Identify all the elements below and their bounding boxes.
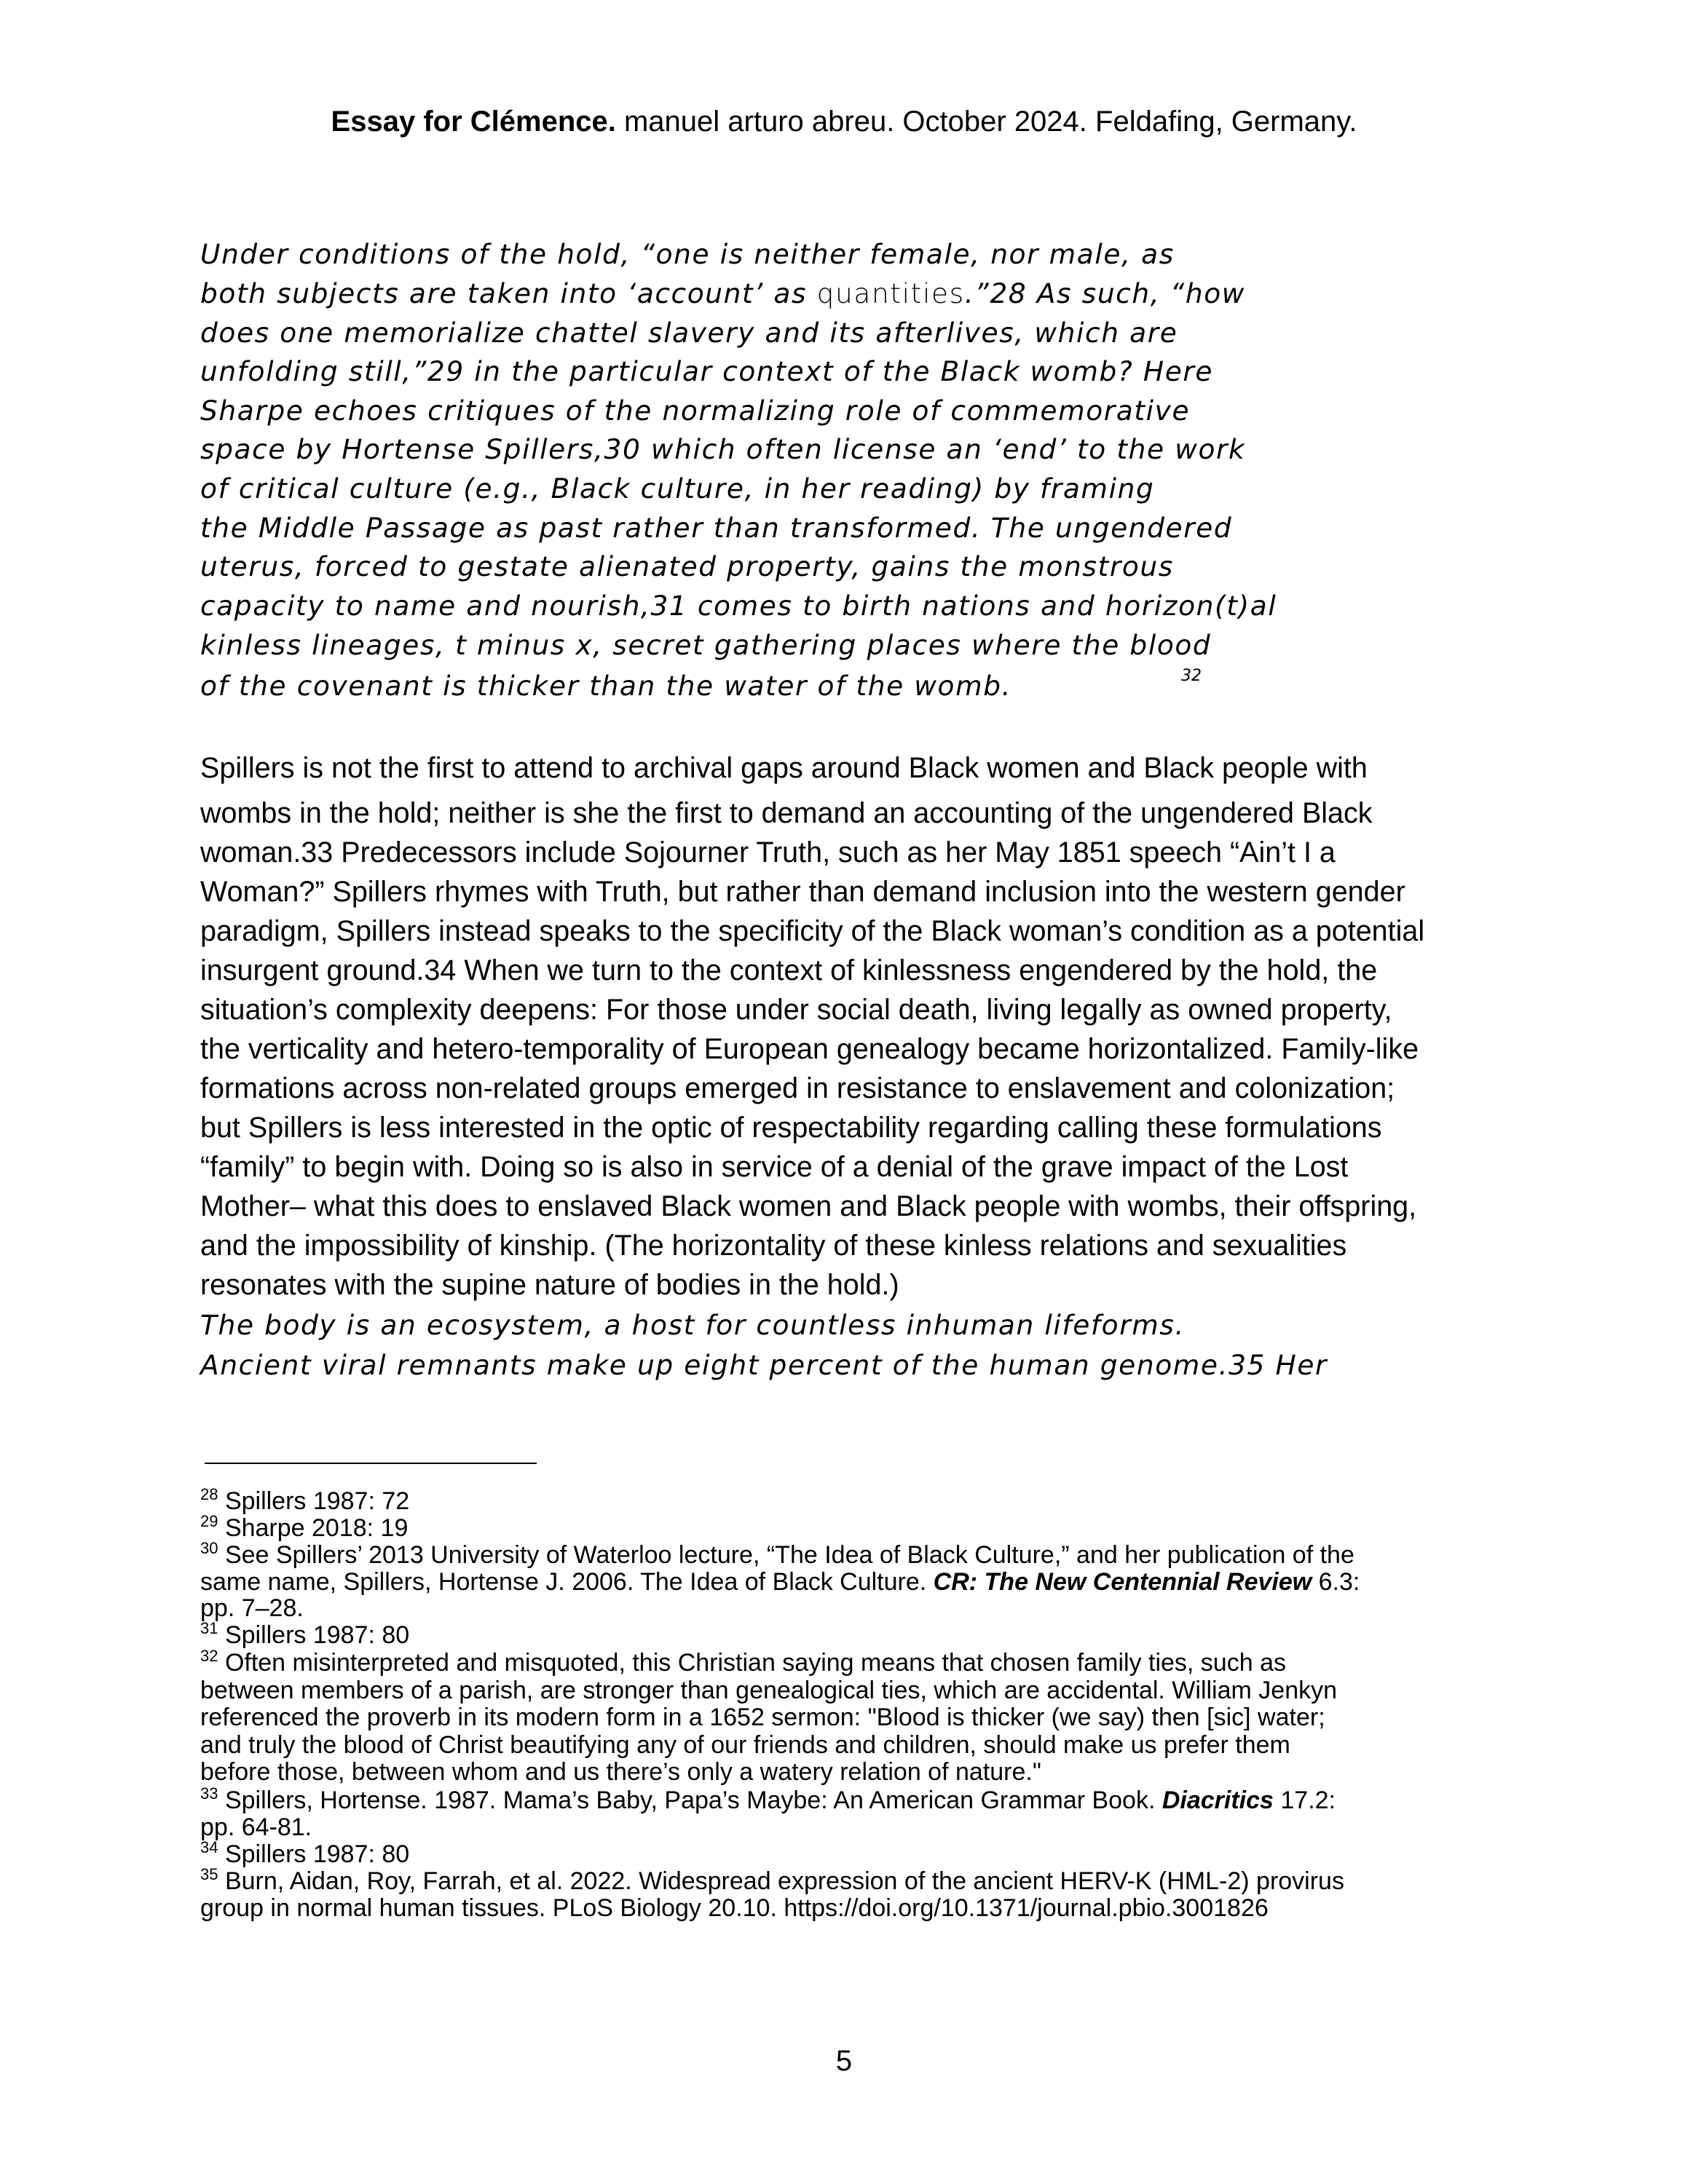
- body-line: “family” to begin with. Doing so is also in service of a denial of the grave impact of the Lost: [200, 1151, 1349, 1183]
- continuation-line: The body is an ecosystem, a host for countless inhuman lifeforms.: [200, 1309, 1186, 1341]
- footnote-number: 34: [200, 1838, 218, 1856]
- footnote-ref-32[interactable]: 32: [1181, 667, 1202, 685]
- footnote-30-cont: same name, Spillers, Hortense J. 2006. The Idea of Black Culture. CR: The New Centennial Review 6.3:: [200, 1568, 1360, 1596]
- body-line: but Spillers is less interested in the optic of respectability regarding calling these formulations: [200, 1112, 1382, 1144]
- epigraph-line: Under conditions of the hold, “one is neither female, nor male, as: [200, 238, 1175, 270]
- epigraph-line: Sharpe echoes critiques of the normalizing role of commemorative: [200, 395, 1191, 427]
- epigraph-line: unfolding still,”29 in the particular context of the Black womb? Here: [200, 355, 1214, 387]
- footnote-32-cont: between members of a parish, are stronger than genealogical ties, which are accidental. William Jenkyn: [200, 1677, 1338, 1704]
- footnote-33: $^{33}$ Spillers, Hortense. 1987. Mama’s Baby, Papa’s Maybe: An American Grammar Book. Diacritics 17.2:: [200, 1784, 1336, 1814]
- body-line: woman.33 Predecessors include Sojourner Truth, such as her May 1851 speech “Ain’t I a: [200, 836, 1336, 869]
- footnote-31: $^{31}$ Spillers 1987: 80: [200, 1619, 410, 1649]
- body-line: insurgent ground.34 When we turn to the context of kinlessness engendered by the hold, the: [200, 954, 1378, 986]
- footnote-30-cont: pp. 7–28.: [200, 1594, 304, 1622]
- body-line: the verticality and hetero-temporality of European genealogy became horizontalized. Family-like: [200, 1033, 1419, 1065]
- epigraph-line: of critical culture (e.g., Black culture, in her reading) by framing: [200, 472, 1155, 505]
- footnote-35-cont[interactable]: group in normal human tissues. PLoS Biology 20.10. https://doi.org/10.1371/journal.pbio.3001826: [200, 1894, 1269, 1922]
- page-header: [0, 107, 1688, 136]
- footnote-separator: [205, 1463, 537, 1464]
- epigraph-line: uterus, forced to gestate alienated property, gains the monstrous: [200, 550, 1174, 582]
- footnote-number: 33: [200, 1784, 218, 1803]
- footnote-30: $^{30}$ See Spillers’ 2013 University of Waterloo lecture, “The Idea of Black Culture,” and her publication of the: [200, 1539, 1354, 1569]
- footnote-32-cont: and truly the blood of Christ beautifying any of our friends and children, should make us prefer them: [200, 1731, 1290, 1759]
- upright-word: quantities: [816, 277, 965, 309]
- footnote-number: 32: [200, 1647, 218, 1665]
- footnote-29: $^{29}$ Sharpe 2018: 19: [200, 1512, 409, 1542]
- body-line: Mother– what this does to enslaved Black women and Black people with wombs, their offspring,: [200, 1190, 1417, 1222]
- epigraph-line: space by Hortense Spillers,30 which often license an ‘end’ to the work: [200, 433, 1246, 465]
- page-number: 5: [835, 2045, 853, 2077]
- footnote-32: $^{32}$ Often misinterpreted and misquoted, this Christian saying means that chosen family ties, such as: [200, 1647, 1286, 1677]
- footnote-number: 30: [200, 1539, 218, 1557]
- body-line: formations across non-related groups emerged in resistance to enslavement and colonization;: [200, 1072, 1395, 1104]
- body-line: and the impossibility of kinship. (The horizontality of these kinless relations and sexualities: [200, 1230, 1347, 1262]
- body-line: Woman?” Spillers rhymes with Truth, but rather than demand inclusion into the western gender: [200, 876, 1405, 908]
- continuation-line: Ancient viral remnants make up eight percent of the human genome.35 Her: [200, 1349, 1328, 1381]
- footnote-number: 28: [200, 1485, 218, 1503]
- footnote-number: 29: [200, 1512, 218, 1530]
- footnote-32-cont: referenced the proverb in its modern form in a 1652 sermon: "Blood is thicker (we say) then [sic] water;: [200, 1704, 1325, 1731]
- body-line: paradigm, Spillers instead speaks to the specificity of the Black woman’s condition as a potential: [200, 915, 1425, 947]
- body-line: situation’s complexity deepens: For those under social death, living legally as owned property,: [200, 994, 1392, 1026]
- footnote-number: 31: [200, 1619, 218, 1637]
- journal-title: Diacritics: [1162, 1787, 1274, 1814]
- epigraph-line: the Middle Passage as past rather than transformed. The ungendered: [200, 512, 1233, 544]
- footnote-number: 35: [200, 1865, 218, 1883]
- footnote-28: $^{28}$ Spillers 1987: 72: [200, 1485, 410, 1515]
- epigraph-line: capacity to name and nourish,31 comes to birth nations and horizon(t)al: [200, 590, 1277, 622]
- footnote-34: $^{34}$ Spillers 1987: 80: [200, 1838, 410, 1868]
- footnote-33-cont: pp. 64-81.: [200, 1813, 312, 1841]
- epigraph-line: of the covenant is thicker than the water of the womb.: [200, 670, 1012, 702]
- epigraph-line: both subjects are taken into ‘account’ as quantities.”28 As such, “how: [200, 277, 1246, 309]
- footnote-35: $^{35}$ Burn, Aidan, Roy, Farrah, et al. 2022. Widespread expression of the ancient HERV-K (HML-2) provirus: [200, 1865, 1344, 1895]
- epigraph-line: does one memorialize chattel slavery and its afterlives, which are: [200, 317, 1178, 349]
- epigraph-line: kinless lineages, t minus x, secret gathering places where the blood: [200, 629, 1212, 661]
- body-line: wombs in the hold; neither is she the first to demand an accounting of the ungendered Black: [200, 797, 1373, 829]
- essay-title: Essay for Clémence.: [331, 106, 616, 138]
- footnote-32-cont: before those, between whom and us there’s only a watery relation of nature.": [200, 1758, 1041, 1786]
- body-line: Spillers is not the first to attend to archival gaps around Black women and Black people with: [200, 752, 1368, 784]
- body-line: resonates with the supine nature of bodies in the hold.): [200, 1269, 899, 1301]
- byline: manuel arturo abreu. October 2024. Feldafing, Germany.: [615, 106, 1357, 138]
- journal-title: CR: The New Centennial Review: [933, 1568, 1312, 1596]
